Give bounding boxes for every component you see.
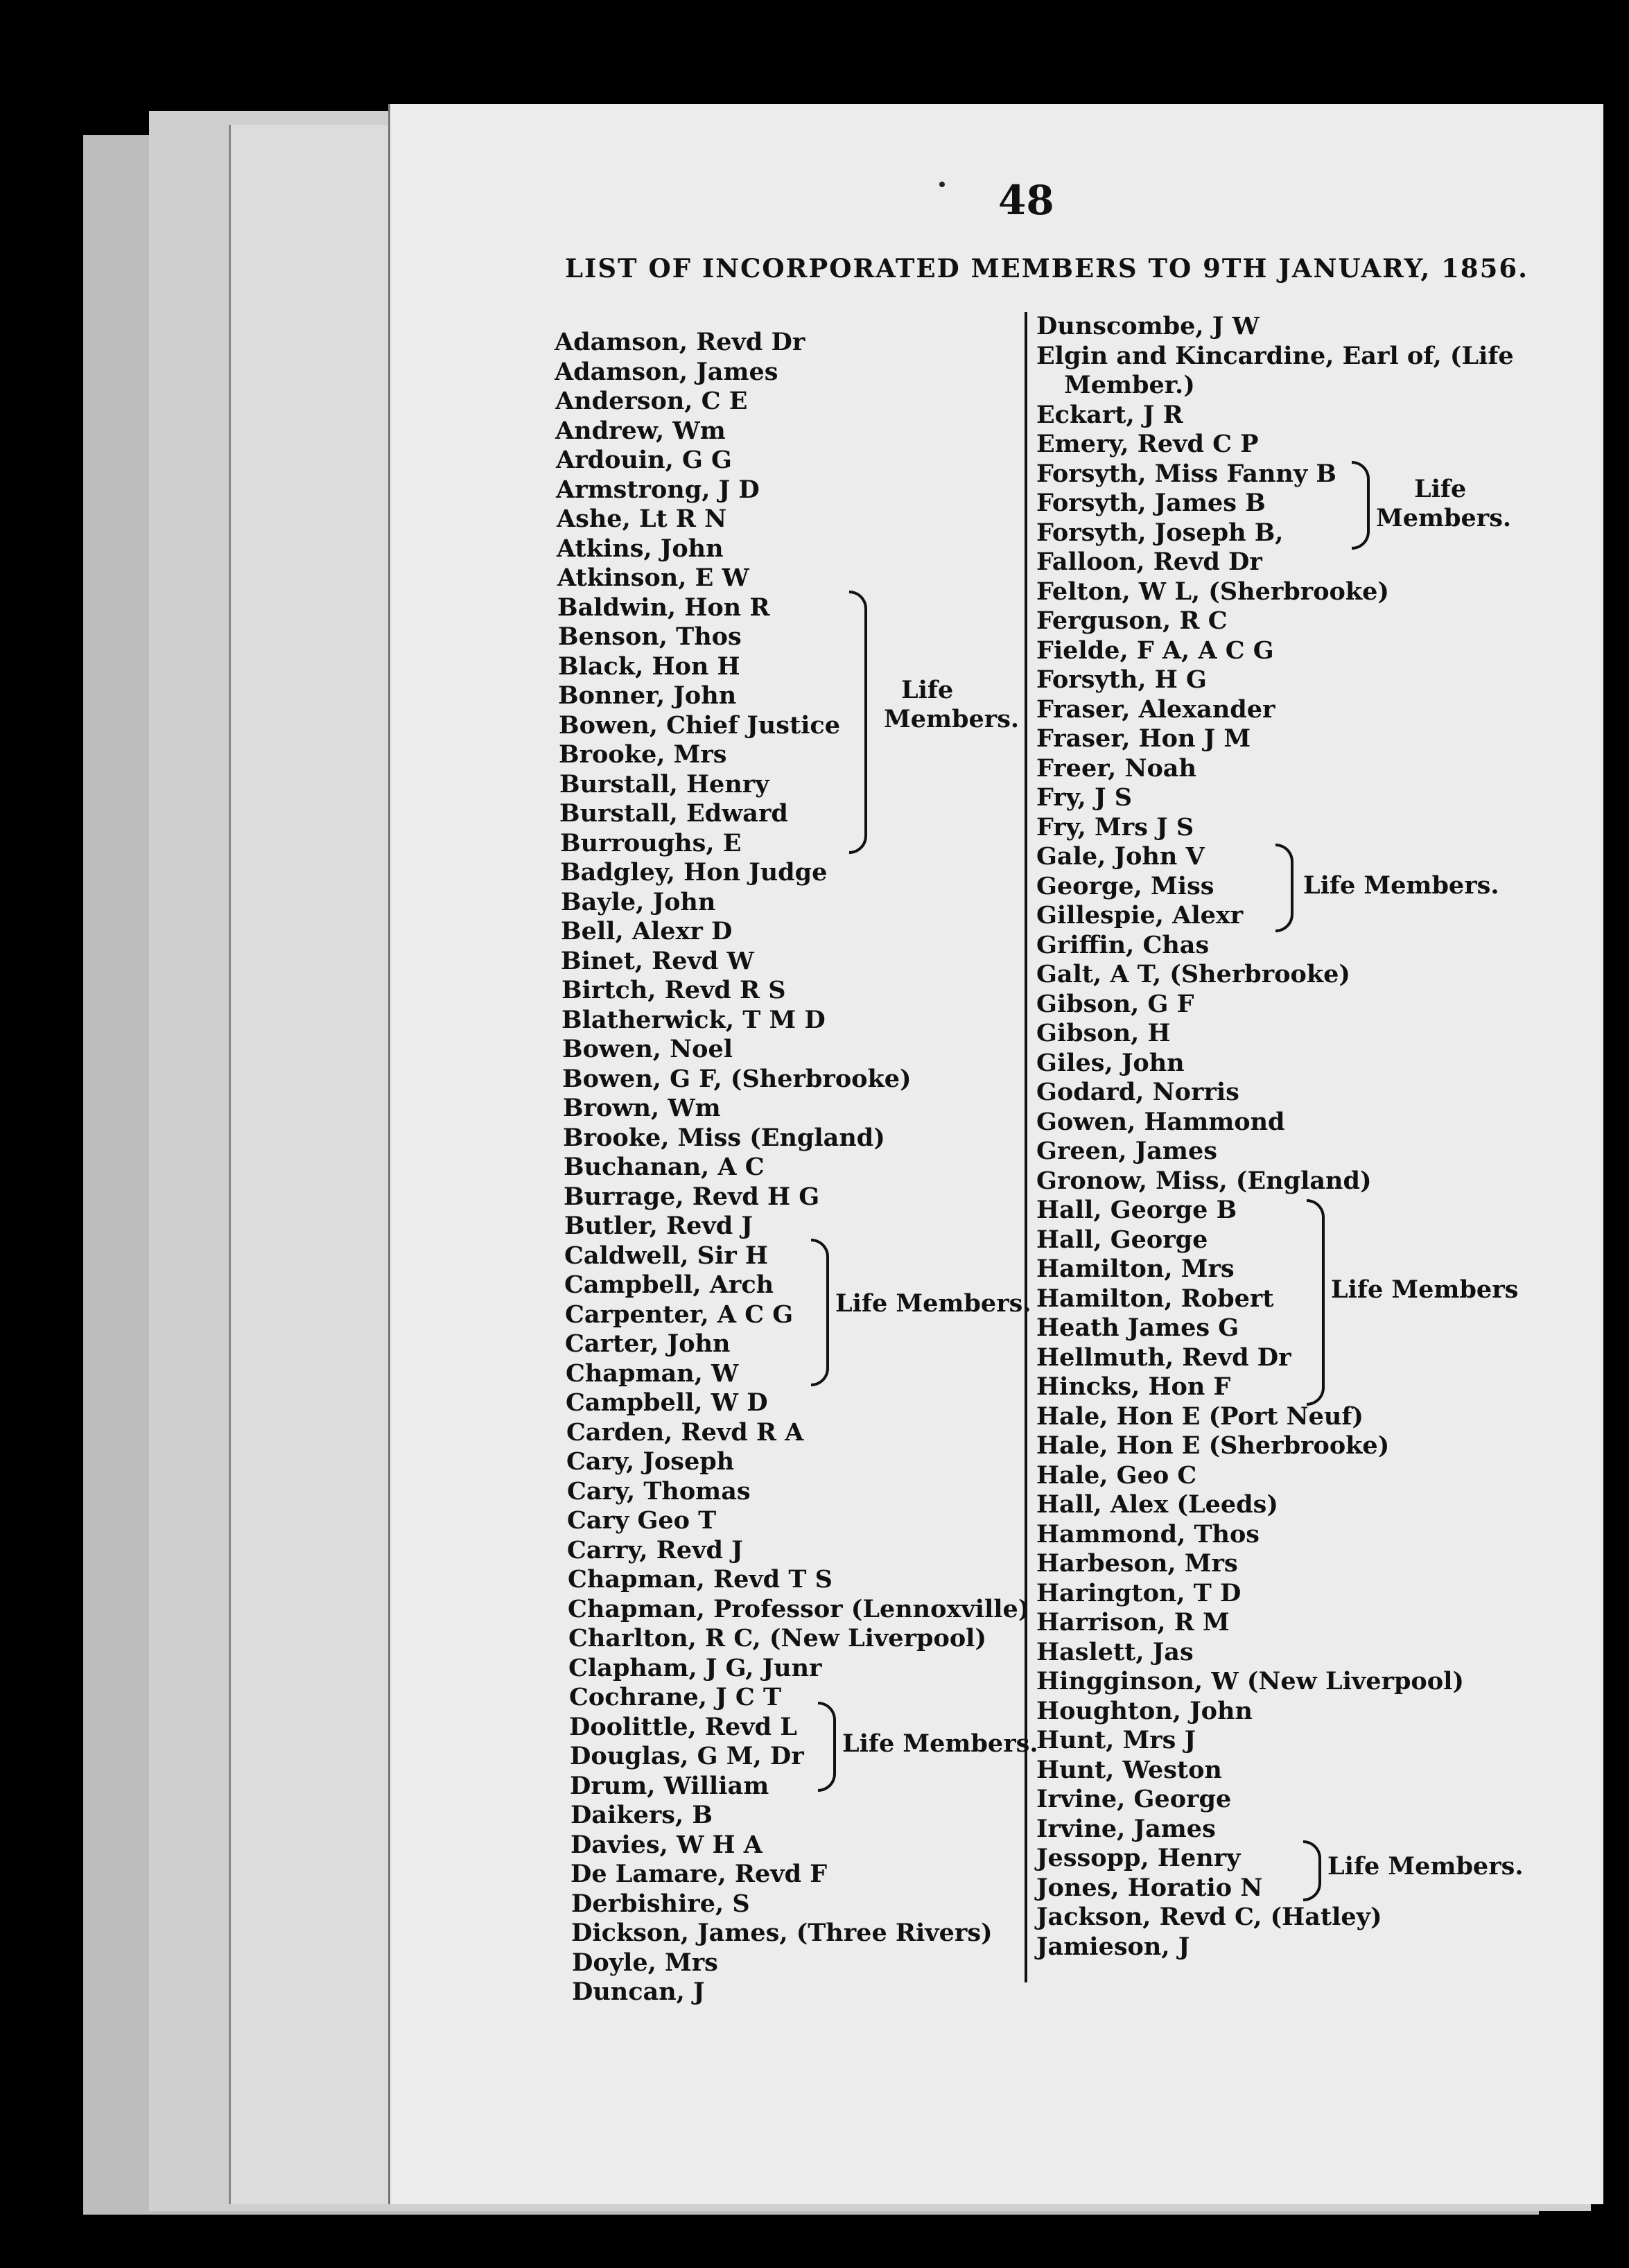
brace-label-life: Life xyxy=(901,676,954,704)
left-member-entry: Andrew, Wm xyxy=(555,416,726,445)
left-member-entry: Doolittle, Revd L xyxy=(569,1712,797,1741)
right-member-entry: Hall, Alex (Leeds) xyxy=(1036,1490,1278,1519)
left-member-entry: Atkins, John xyxy=(557,534,724,563)
right-member-entry: Forsyth, James B xyxy=(1036,489,1266,517)
left-member-entry: Douglas, G M, Dr xyxy=(570,1742,804,1770)
left-member-entry: Campbell, W D xyxy=(566,1388,768,1417)
right-member-entry: Hellmuth, Revd Dr xyxy=(1036,1343,1291,1372)
right-member-entry: Griffin, Chas xyxy=(1036,930,1210,959)
left-member-entry: Black, Hon H xyxy=(558,652,740,681)
left-member-entry: Campbell, Arch xyxy=(564,1271,774,1299)
brace-life-members-baldwin xyxy=(849,591,867,854)
right-member-entry: Godard, Norris xyxy=(1036,1078,1239,1106)
left-member-entry: Carpenter, A C G xyxy=(565,1300,794,1329)
left-member-entry: Bowen, Chief Justice xyxy=(559,710,841,740)
right-member-entry: Hunt, Mrs J xyxy=(1036,1726,1196,1754)
left-member-entry: Derbishire, S xyxy=(571,1889,750,1918)
right-member-entry: Hall, George B xyxy=(1036,1196,1237,1224)
left-member-entry: Clapham, J G, Junr xyxy=(568,1653,822,1682)
left-member-entry: Davies, W H A xyxy=(570,1830,763,1859)
left-member-entry: Atkinson, E W xyxy=(557,564,749,592)
right-member-entry: Galt, A T, (Sherbrooke) xyxy=(1036,960,1350,988)
list-title: LIST OF INCORPORATED MEMBERS TO 9TH JANUARY, 1856. xyxy=(565,253,1529,284)
right-member-entry: Harrison, R M xyxy=(1036,1608,1230,1637)
left-member-entry: Brown, Wm xyxy=(563,1094,721,1122)
left-member-entry: Burroughs, E xyxy=(560,828,742,857)
left-member-entry: Benson, Thos xyxy=(558,622,742,651)
brace-label-life-right: Life xyxy=(1414,475,1467,503)
right-member-entry: Elgin and Kincardine, Earl of, (Life xyxy=(1036,341,1514,370)
right-member-entry: Hunt, Weston xyxy=(1036,1755,1222,1784)
left-member-entry: Daikers, B xyxy=(570,1801,713,1829)
left-member-entry: Dickson, James, (Three Rivers) xyxy=(571,1919,993,1947)
right-member-entry: Gale, John V xyxy=(1036,842,1205,871)
right-member-entry: Hammond, Thos xyxy=(1036,1519,1260,1549)
left-member-entry: Blatherwick, T M D xyxy=(561,1005,826,1034)
right-member-entry: Felton, W L, (Sherbrooke) xyxy=(1036,577,1389,606)
brace-life-members-caldwell xyxy=(811,1239,829,1386)
right-member-entry: Emery, Revd C P xyxy=(1036,430,1259,458)
left-member-entry: Carden, Revd R A xyxy=(566,1418,804,1447)
right-member-entry: Forsyth, Joseph B, xyxy=(1036,518,1284,547)
right-member-entry: Green, James xyxy=(1036,1137,1217,1165)
right-member-entry: Fraser, Hon J M xyxy=(1036,724,1251,753)
brace-label-life-members-hall: Life Members xyxy=(1331,1275,1519,1304)
right-member-entry: Eckart, J R xyxy=(1036,400,1183,429)
right-member-entry: Ferguson, R C xyxy=(1036,607,1228,635)
left-member-entry: Drum, William xyxy=(570,1771,769,1800)
right-member-entry: Jackson, Revd C, (Hatley) xyxy=(1036,1903,1382,1931)
ink-dot xyxy=(939,182,945,187)
right-member-entry: Hamilton, Robert xyxy=(1036,1284,1274,1313)
left-member-entry: Badgley, Hon Judge xyxy=(560,858,828,887)
left-member-entry: Carry, Revd J xyxy=(567,1535,743,1564)
left-member-entry: Burrage, Revd H G xyxy=(564,1182,820,1211)
left-member-entry: Baldwin, Hon R xyxy=(557,593,770,622)
right-member-entry: Forsyth, Miss Fanny B xyxy=(1036,459,1336,488)
brace-life-members-hall xyxy=(1307,1199,1325,1406)
right-member-entry: Fraser, Alexander xyxy=(1036,695,1275,724)
left-member-entry: Cary, Thomas xyxy=(567,1476,751,1506)
right-member-entry: Hamilton, Mrs xyxy=(1036,1255,1235,1283)
left-member-entry: Brooke, Miss (England) xyxy=(563,1123,885,1152)
left-member-entry: Chapman, Revd T S xyxy=(568,1565,833,1594)
left-member-entry: Chapman, W xyxy=(566,1359,739,1388)
brace-life-members-doolittle xyxy=(818,1702,836,1792)
right-member-entry: Gibson, H xyxy=(1036,1019,1171,1047)
left-member-entry: Adamson, James xyxy=(555,357,778,386)
right-member-entry: Jessopp, Henry xyxy=(1036,1844,1241,1872)
right-member-entry: Forsyth, H G xyxy=(1036,665,1207,694)
right-member-entry: Dunscombe, J W xyxy=(1036,312,1260,340)
right-member-entry: Gillespie, Alexr xyxy=(1036,901,1244,930)
right-member-entry: Irvine, George xyxy=(1036,1785,1232,1813)
left-member-entry: Binet, Revd W xyxy=(561,946,754,975)
right-member-entry: Harington, T D xyxy=(1036,1578,1242,1607)
right-member-entry: Fielde, F A, A C G xyxy=(1036,636,1274,665)
left-member-entry: Brooke, Mrs xyxy=(559,740,727,769)
right-member-entry: Houghton, John xyxy=(1036,1696,1253,1725)
brace-label-members: Members. xyxy=(884,705,1020,733)
page-number: 48 xyxy=(998,177,1054,224)
right-member-entry: Gowen, Hammond xyxy=(1036,1107,1285,1136)
left-member-entry: Chapman, Professor (Lennoxville) xyxy=(568,1594,1030,1623)
right-member-entry: Fry, Mrs J S xyxy=(1036,812,1194,841)
brace-label-members-right: Members. xyxy=(1376,504,1512,532)
brace-life-members-gale xyxy=(1275,844,1293,932)
left-member-entry: Caldwell, Sir H xyxy=(564,1241,768,1270)
right-member-entry: Heath James G xyxy=(1036,1314,1239,1342)
left-member-entry: Cochrane, J C T xyxy=(569,1683,781,1711)
right-member-entry: Haslett, Jas xyxy=(1036,1637,1194,1666)
right-member-entry: George, Miss xyxy=(1036,871,1214,900)
left-member-entry: Charlton, R C, (New Liverpool) xyxy=(568,1624,987,1652)
brace-life-members-forsyth xyxy=(1352,461,1370,550)
right-member-entry: Hincks, Hon F xyxy=(1036,1372,1231,1401)
left-member-entry: Butler, Revd J xyxy=(564,1212,753,1240)
left-member-entry: Bayle, John xyxy=(561,887,716,916)
right-member-entry: Member.) xyxy=(1064,371,1195,399)
right-member-entry: Hale, Hon E (Port Neuf) xyxy=(1036,1402,1364,1431)
left-member-entry: Ashe, Lt R N xyxy=(557,505,727,533)
left-member-entry: Adamson, Revd Dr xyxy=(555,328,805,356)
right-member-entry: Fry, J S xyxy=(1036,783,1133,812)
left-member-entry: Buchanan, A C xyxy=(564,1153,765,1181)
left-member-entry: Armstrong, J D xyxy=(556,475,760,504)
left-member-entry: Ardouin, G G xyxy=(556,446,732,474)
right-member-entry: Hale, Geo C xyxy=(1036,1460,1197,1490)
left-member-entry: Burstall, Henry xyxy=(559,769,769,799)
right-member-entry: Hall, George xyxy=(1036,1225,1208,1254)
brace-label-life-members-doolittle: Life Members. xyxy=(842,1729,1038,1758)
left-member-entry: Bell, Alexr D xyxy=(561,917,733,945)
right-member-entry: Irvine, James xyxy=(1036,1814,1216,1843)
right-member-entry: Hale, Hon E (Sherbrooke) xyxy=(1036,1431,1390,1460)
right-member-entry: Jones, Horatio N xyxy=(1036,1873,1263,1902)
brace-label-life-members-gale: Life Members. xyxy=(1303,871,1499,900)
right-member-entry: Giles, John xyxy=(1036,1048,1185,1077)
brace-life-members-jessopp xyxy=(1303,1840,1321,1901)
left-member-entry: Doyle, Mrs xyxy=(572,1948,718,1977)
left-member-entry: Cary, Joseph xyxy=(566,1447,735,1476)
left-member-entry: Carter, John xyxy=(565,1329,731,1358)
left-member-entry: Bowen, Noel xyxy=(562,1035,733,1063)
left-member-entry: Anderson, C E xyxy=(555,387,748,415)
right-member-entry: Gibson, G F xyxy=(1036,989,1194,1018)
right-member-column xyxy=(1036,312,1514,1962)
right-member-entry: Harbeson, Mrs xyxy=(1036,1549,1238,1578)
left-member-entry: De Lamare, Revd F xyxy=(570,1860,828,1888)
right-member-entry: Gronow, Miss, (England) xyxy=(1036,1166,1372,1195)
brace-label-life-members-caldwell: Life Members. xyxy=(835,1289,1031,1318)
left-member-entry: Cary Geo T xyxy=(567,1506,717,1535)
left-member-entry: Burstall, Edward xyxy=(559,799,788,828)
right-member-entry: Jamieson, J xyxy=(1036,1932,1190,1961)
right-member-entry: Falloon, Revd Dr xyxy=(1036,548,1262,576)
right-member-entry: Hingginson, W (New Liverpool) xyxy=(1036,1667,1464,1695)
brace-label-life-members-jessopp: Life Members. xyxy=(1327,1852,1524,1881)
left-member-entry: Duncan, J xyxy=(572,1978,705,2006)
left-member-entry: Bonner, John xyxy=(558,681,737,710)
left-member-entry: Birtch, Revd R S xyxy=(561,976,786,1004)
right-member-entry: Freer, Noah xyxy=(1036,753,1196,783)
left-member-entry: Bowen, G F, (Sherbrooke) xyxy=(562,1064,912,1093)
